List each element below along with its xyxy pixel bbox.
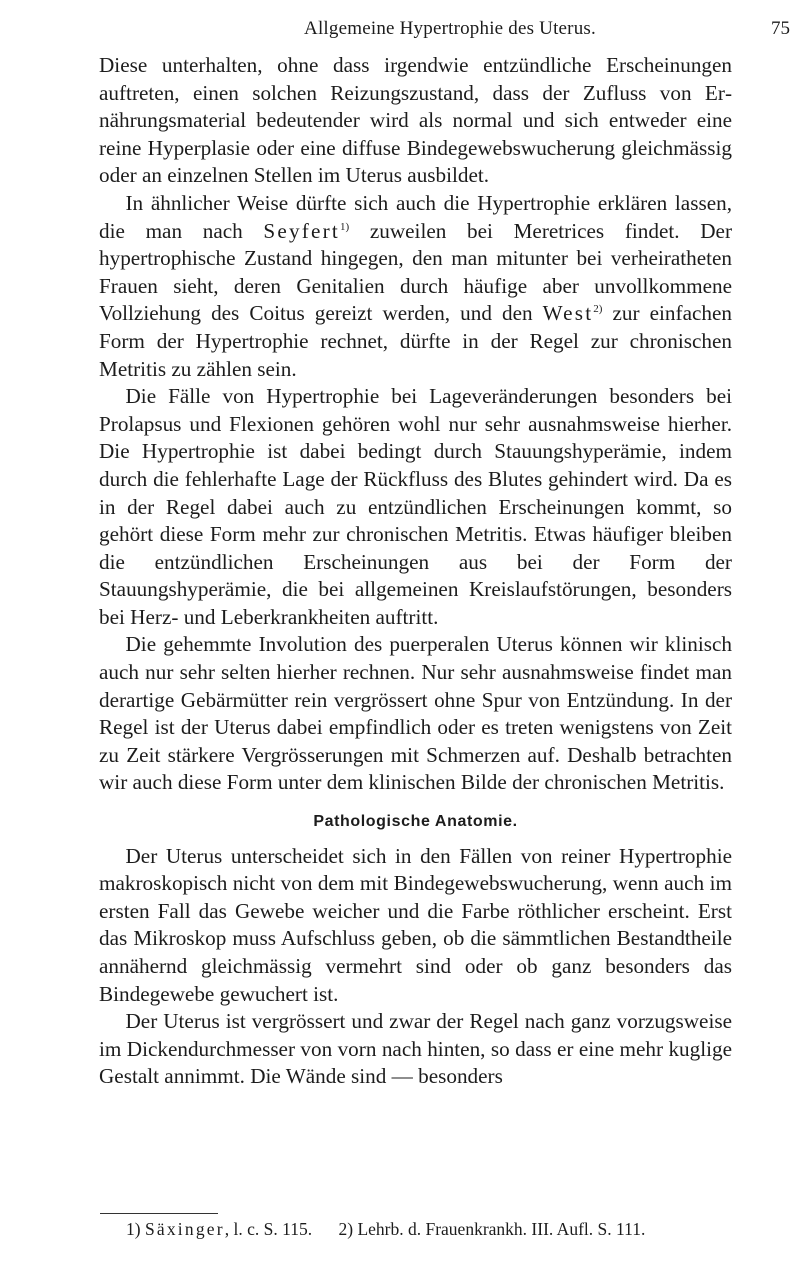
- paragraph-4: Die gehemmte Involution des puerperalen Uterus können wir klinisch auch nur sehr selten hierher rechnen. Nur sehr ausnahmsweise findet man derartige Gebärmütter rein vergrössert ohne Spur von Entzündung. In der Regel ist der Uterus dabei empfindlich oder es treten wenigstens von Zeit zu Zeit stärkere Vergrösserungen mit Schmerzen auf. Deshalb betrachten wir auch diese Form unter dem klinischen Bilde der chronischen Metritis.: [99, 632, 732, 795]
- footnote-ref-2: 2): [593, 303, 603, 316]
- paragraph-2-part-2: zuweilen bei Meretrices findet. Der hypertrophische Zustand hingegen, den man mitunter bei verheiratheten Frauen sieht, deren Genitalien durch häufige aber unvollkommene Vollziehung des Coitus gereizt werden, und den: [99, 218, 733, 326]
- footnote-2: [338, 1219, 645, 1239]
- footnote-1-author: Säxinger: [144, 1219, 225, 1239]
- running-title: Allgemeine Hypertrophie des Uterus.: [304, 18, 596, 39]
- running-header: [100, 14, 800, 46]
- footnote-divider: [100, 1213, 218, 1214]
- footnotes: [126, 1219, 776, 1240]
- paragraph-3: Die Fälle von Hypertrophie bei Lageveränderungen besonders bei Prolapsus und Flexionen gehören wohl nur sehr ausnahmsweise hierher. Die Hypertrophie ist dabei bedingt durch Stauungshyperämie, indem durch die fehlerhafte Lage der Rückfluss des Blutes gehindert wird. Da es in der Regel dabei auch zu entzündlichen Erscheinungen kommt, so gehört diese Form mehr zur chronischen Metritis. Etwas häufiger bleiben die entzündlichen Erscheinungen aus bei der Form der Stauungshyperämie, die bei allgemeinen Kreislaufstörungen, besonders bei Herz- und Leberkrankheiten auftritt.: [99, 384, 732, 629]
- author-name-seyfert: Seyfert: [263, 218, 340, 243]
- footnote-ref-1: 1): [340, 220, 350, 233]
- page-number: 75: [771, 18, 790, 39]
- paragraph-6: Der Uterus ist vergrössert und zwar der Regel nach ganz vorzugsweise im Dickendurchmesser von vorn nach hinten, so dass er eine mehr kuglige Gestalt annimmt. Die Wände sind — besonders: [99, 1009, 732, 1089]
- footnote-2-mark: 2): [338, 1219, 354, 1239]
- section-heading: Pathologische Anatomie.: [313, 813, 518, 831]
- paragraph-2-part-3: zur einfachen Form der Hypertrophie rechnet, dürfte in der Regel zur chronischen Metritis zu zählen sein.: [99, 301, 732, 381]
- footnote-1-text: , l. c. S. 115.: [224, 1219, 313, 1239]
- body-text: [99, 52, 732, 1091]
- paragraph-5: Der Uterus unterscheidet sich in den Fällen von reiner Hypertrophie makroskopisch nicht von dem mit Bindegewebswucherung, wenn auch im ersten Fall das Gewebe weicher und die Farbe röthlicher erscheint. Erst das Mikroskop muss Aufschluss geben, ob die sämmtlichen Bestandtheile annähernd gleichmässig vermehrt sind oder ob ganz besonders das Bindegewebe gewuchert ist.: [99, 843, 732, 1006]
- paragraph-2: [99, 190, 732, 383]
- footnote-1-mark: 1): [126, 1219, 141, 1239]
- footnote-1: [126, 1219, 312, 1239]
- paragraph-1: Diese unterhalten, ohne dass irgendwie entzündliche Erscheinungen auftreten, einen solchen Reizungszustand, dass der Zufluss von Ernährungsmaterial bedeutender wird als normal und sich entweder eine reine Hyperplasie oder eine diffuse Bindegewebswucherung gleichmässig oder an einzelnen Stellen im Uterus ausbildet.: [99, 53, 732, 188]
- author-name-west: West: [542, 301, 594, 326]
- footnote-2-text: Lehrb. d. Frauenkrankh. III. Aufl. S. 111.: [357, 1219, 646, 1239]
- paragraph-2-part-1: In ähnlicher Weise dürfte sich auch die Hypertrophie erklären lassen, die man nach: [99, 190, 732, 243]
